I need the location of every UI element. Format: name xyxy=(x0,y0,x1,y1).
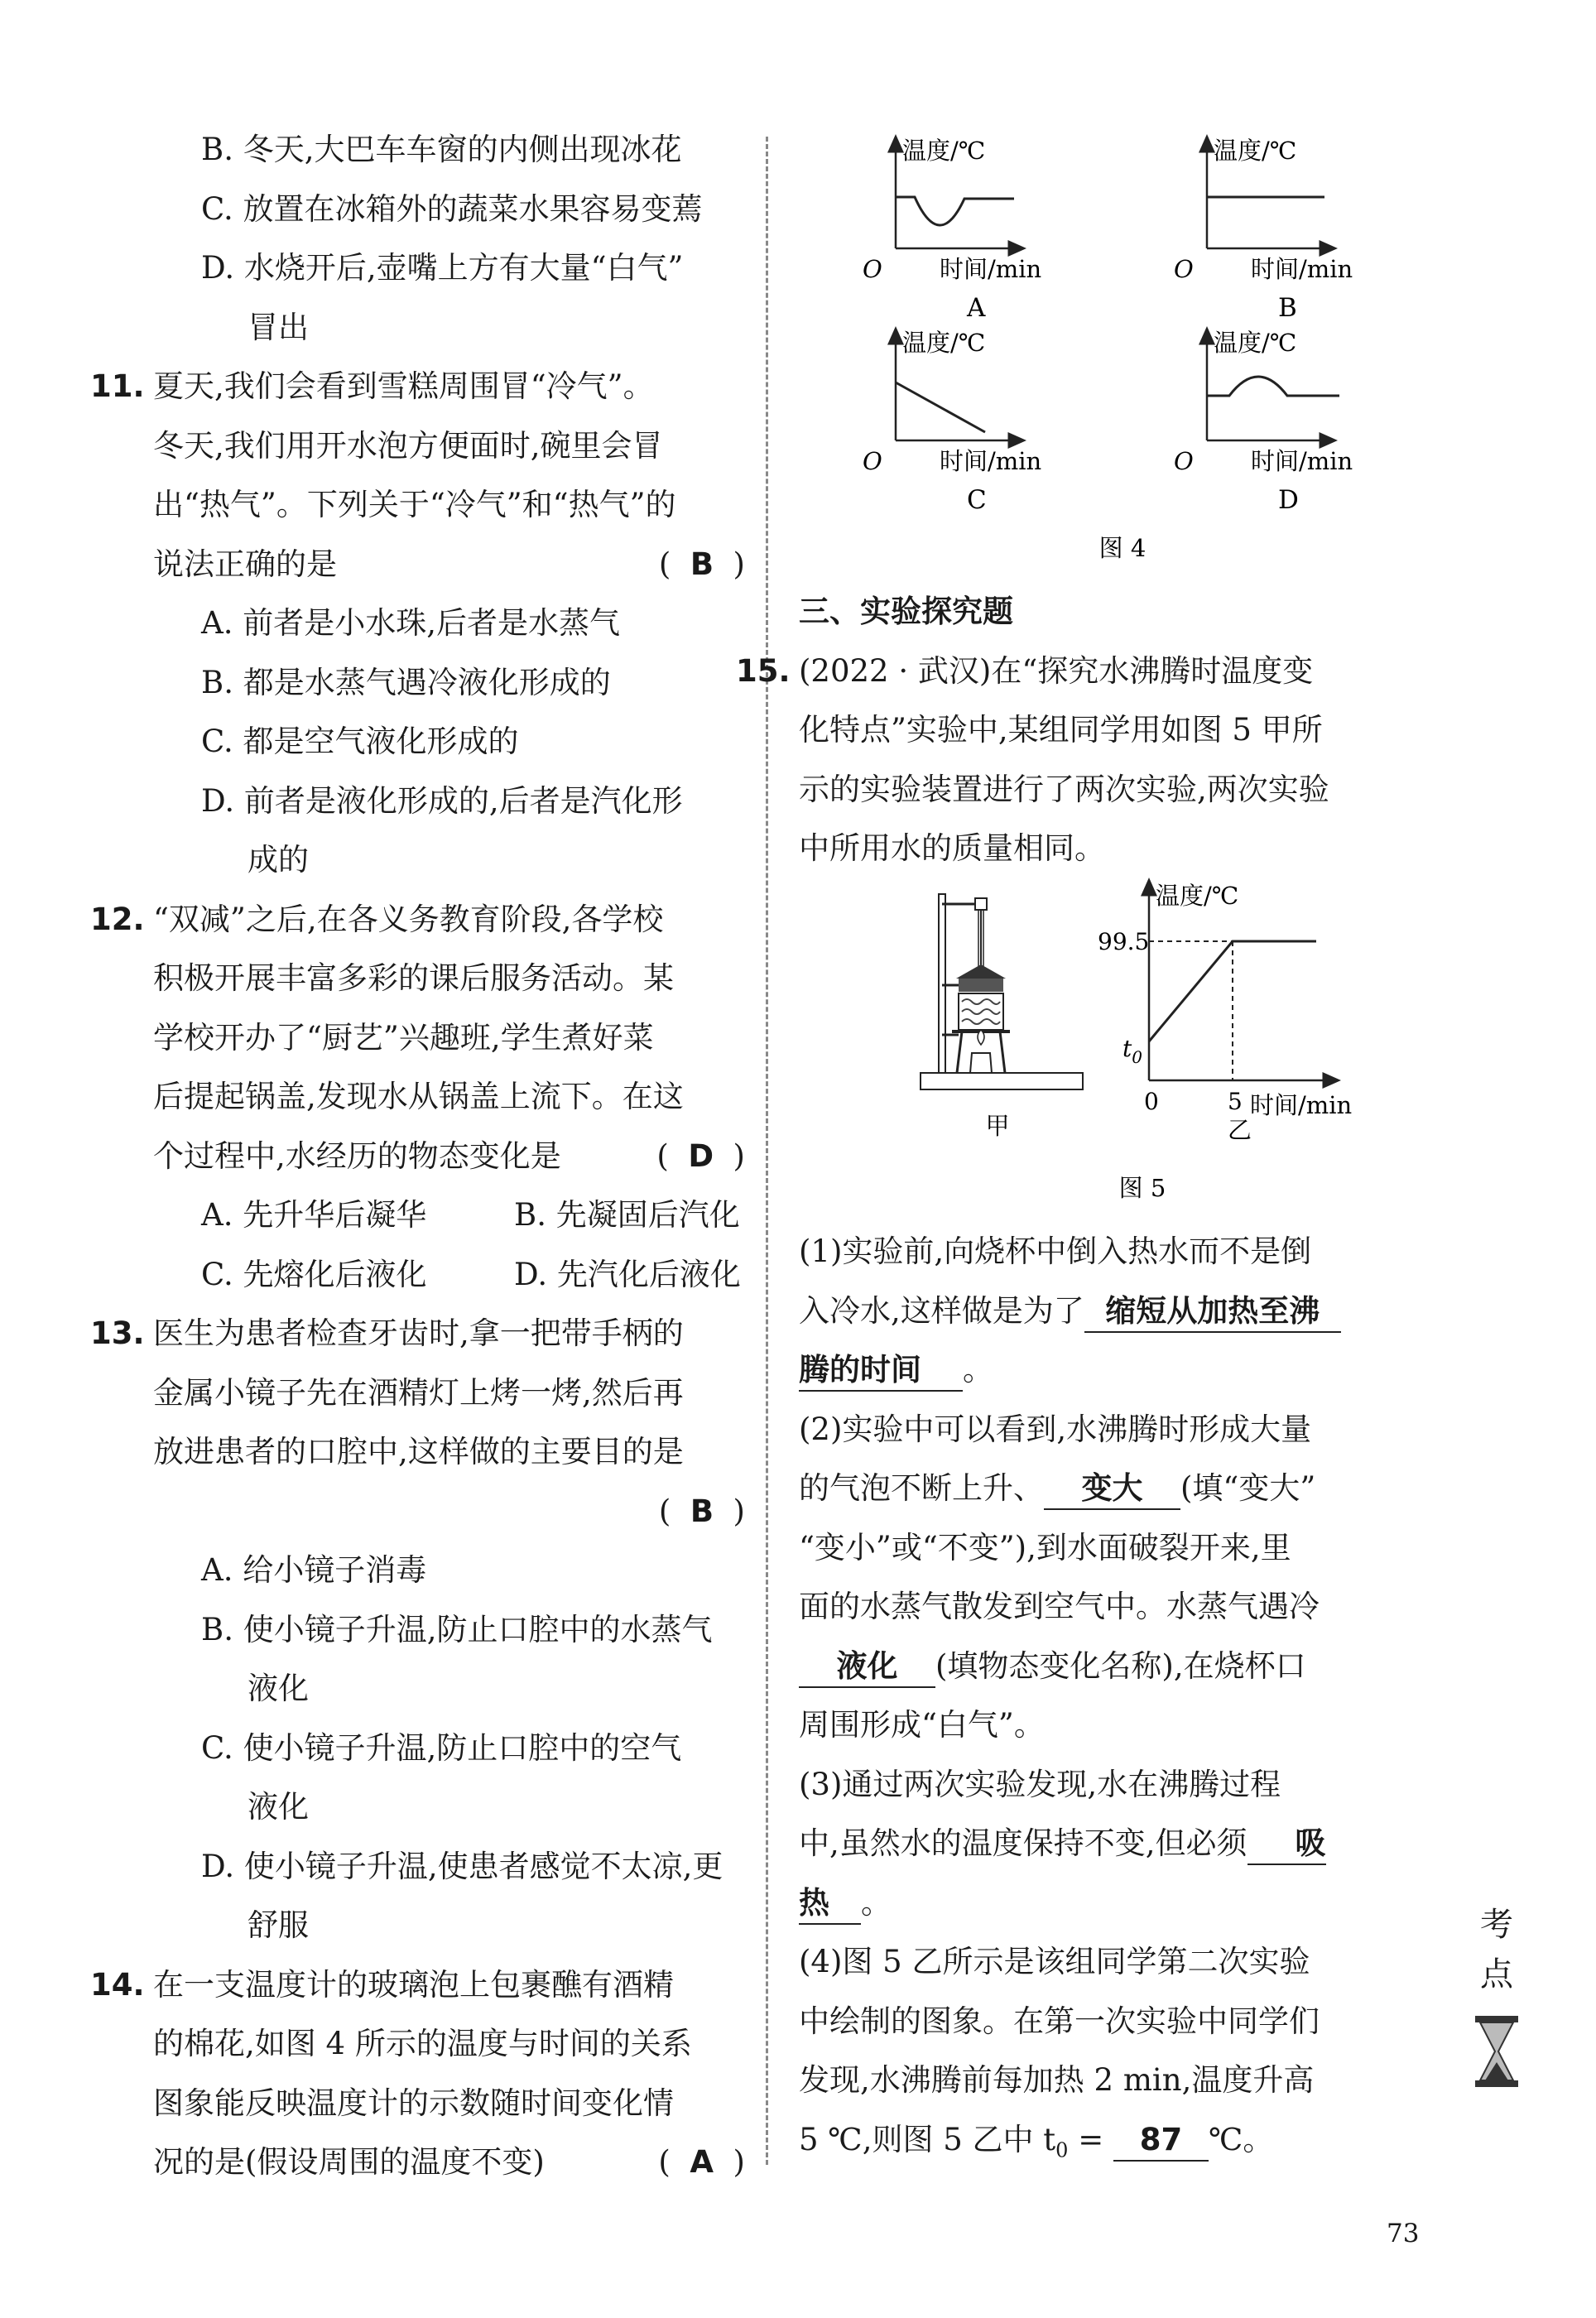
fig4-curve-c xyxy=(896,382,985,432)
q11-stem-line: 冬天,我们用开水泡方便面时,碗里会冒 xyxy=(153,427,663,464)
q13-answer: B xyxy=(690,1493,714,1529)
q13-answer-line xyxy=(153,1482,745,1541)
fig4-ylabel: 温度/℃ xyxy=(1214,329,1297,357)
q11-option-d-cont: 成的 xyxy=(248,842,309,878)
section-3-title: 三、实验探究题 xyxy=(799,594,1013,629)
q15-p2-blank-2: 液化 xyxy=(799,1647,935,1688)
q13-answer-bracket: ( B ) xyxy=(658,1493,745,1529)
q10-option-c: C. 放置在冰箱外的蔬菜水果容易变蔫 xyxy=(201,190,703,227)
q15-p3-line: 热 。 xyxy=(799,1873,1436,1933)
q12-option-a: A. 先升华后凝华 xyxy=(201,1197,427,1233)
q15-p2-line: (2)实验中可以看到,水沸腾时形成大量 xyxy=(799,1411,1312,1447)
q12-answer: D xyxy=(688,1137,714,1174)
fig4-origin: O xyxy=(863,255,882,283)
q12-options-row xyxy=(153,1185,745,1245)
fig4-origin: O xyxy=(1174,255,1194,283)
fig5-x-zero: 0 xyxy=(1144,1088,1159,1115)
q11-stem-line: 说法正确的是 ( B ) xyxy=(153,535,745,594)
q12-stem-line: 学校开办了“厨艺”兴趣班,学生煮好菜 xyxy=(153,1019,654,1056)
fig4-graph-a xyxy=(863,137,1041,323)
fig4-label-c: C xyxy=(967,485,987,515)
q15-p2-line: “变小”或“不变”),到水面破裂开来,里 xyxy=(799,1529,1291,1565)
q15-p1-line: 腾的时间 。 xyxy=(799,1340,1436,1400)
q15-stem-line: 中所用水的质量相同。 xyxy=(799,830,1105,866)
q15-p2-line: 面的水蒸气散发到空气中。水蒸气遇冷 xyxy=(799,1589,1320,1624)
q15-p1-blank-cont: 腾的时间 xyxy=(799,1350,963,1392)
fig5-label-yi: 乙 xyxy=(1228,1116,1252,1144)
q13-option-b: B. 使小镜子升温,防止口腔中的水蒸气 xyxy=(201,1611,713,1647)
q12-stem-line: 个过程中,水经历的物态变化是 ( D ) xyxy=(153,1127,745,1186)
fig4-graph-d xyxy=(1174,329,1353,515)
q11-stem-line: 11. 夏天,我们会看到雪糕周围冒“冷气”。 xyxy=(153,357,745,416)
fig4-xlabel: 时间/min xyxy=(940,255,1042,283)
q12-option-d: D. 先汽化后液化 xyxy=(514,1256,741,1292)
q11-stem-line: 出“热气”。下列关于“冷气”和“热气”的 xyxy=(153,487,676,522)
q12-options-row xyxy=(153,1245,745,1305)
q13-stem-line: 金属小镜子先在酒精灯上烤一烤,然后再 xyxy=(153,1374,684,1411)
q15-p1-line: (1)实验前,向烧杯中倒入热水而不是倒 xyxy=(799,1234,1312,1269)
q13-number: 13. xyxy=(90,1315,145,1351)
q12-option-c: C. 先熔化后液化 xyxy=(201,1256,427,1292)
side-tab-char: 点 xyxy=(1480,1955,1513,1993)
q11-option-a: A. 前者是小水珠,后者是水蒸气 xyxy=(201,605,621,641)
q13-option-c: C. 使小镜子升温,防止口腔中的空气 xyxy=(201,1729,682,1766)
fig5-caption: 图 5 xyxy=(1118,1174,1166,1202)
q13-option-b-cont: 液化 xyxy=(248,1671,309,1706)
fig4-label-d: D xyxy=(1278,485,1299,515)
q15-p1-line: 入冷水,这样做是为了 缩短从加热至沸 xyxy=(799,1282,1436,1341)
q15-p4-line: 5 ℃,则图 5 乙中 $t_0 = 87$ ℃。 xyxy=(799,2121,1274,2162)
q12-stem-line: 积极开展丰富多彩的课后服务活动。某 xyxy=(153,960,674,996)
q13-option-d-cont: 舒服 xyxy=(248,1907,309,1943)
q12-answer-bracket: ( D ) xyxy=(656,1137,745,1174)
q15-p3-line: (3)通过两次实验发现,水在沸腾过程 xyxy=(799,1766,1281,1802)
q14-stem-line: 14. 在一支温度计的玻璃泡上包裹醮有酒精 xyxy=(153,1955,745,2015)
q15-p2-line: 的气泡不断上升、 变大 (填“变大” xyxy=(799,1459,1436,1518)
q14-stem-line: 图象能反映温度计的示数随时间变化情 xyxy=(153,2085,674,2121)
q12-option-b: B. 先凝固后汽化 xyxy=(514,1197,740,1233)
q15-p2-line: 液化 (填物态变化名称),在烧杯口 xyxy=(799,1637,1436,1696)
fig4-origin: O xyxy=(1174,447,1194,475)
q15-number: 15. xyxy=(736,652,791,689)
fig4-curve-d xyxy=(1207,377,1339,396)
q12-number: 12. xyxy=(90,901,145,937)
q15-p3-blank: 吸 xyxy=(1247,1824,1326,1865)
q14-answer: A xyxy=(690,2144,714,2180)
q10-option-d: D. 水烧开后,壶嘴上方有大量“白气” xyxy=(201,250,684,286)
q14-answer-bracket: ( A ) xyxy=(658,2144,745,2180)
q11-option-c: C. 都是空气液化形成的 xyxy=(201,724,519,759)
fig4-graph-c xyxy=(863,329,1041,515)
q15-p4-line: 发现,水沸腾前每加热 2 min,温度升高 xyxy=(799,2062,1315,2098)
fig5-xlabel: 时间/min xyxy=(1250,1091,1353,1119)
q15-p4-line: 中绘制的图象。在第一次实验中同学们 xyxy=(799,2003,1320,2039)
page-number: 73 xyxy=(1387,2219,1420,2248)
q11-option-d: D. 前者是液化形成的,后者是汽化形 xyxy=(201,782,683,819)
figure-5 xyxy=(911,869,1424,1217)
q11-answer: B xyxy=(690,546,714,582)
column-divider xyxy=(766,137,768,2165)
q15-p4-blank: 87 xyxy=(1113,2120,1209,2162)
fig4-xlabel: 时间/min xyxy=(1251,255,1353,283)
q14-number: 14. xyxy=(90,1966,145,2003)
left-column xyxy=(90,120,745,2192)
q13-option-c-cont: 液化 xyxy=(248,1789,309,1825)
q13-stem-line: 放进患者的口腔中,这样做的主要目的是 xyxy=(153,1434,684,1469)
q15-p2-blank: 变大 xyxy=(1044,1469,1180,1510)
side-tab xyxy=(1472,1900,1521,2103)
q12-stem-line: 后提起锅盖,发现水从锅盖上流下。在这 xyxy=(153,1079,684,1114)
fig5-graph xyxy=(1098,882,1352,1144)
right-column-top xyxy=(736,582,1436,878)
q13-option-d: D. 使小镜子升温,使患者感觉不太凉,更 xyxy=(201,1848,723,1884)
hourglass-icon xyxy=(1473,2014,1520,2089)
q10-option-b: B. 冬天,大巴车车窗的内侧出现冰花 xyxy=(201,132,682,167)
q15-p3-blank-cont: 热 xyxy=(799,1883,861,1925)
q10-option-d-cont: 冒出 xyxy=(248,309,309,345)
fig5-ylabel: 温度/℃ xyxy=(1156,882,1239,910)
q15-p4-line: (4)图 5 乙所示是该组同学第二次实验 xyxy=(799,1944,1310,1979)
q14-stem-line: 况的是(假设周围的温度不变) ( A ) xyxy=(153,2133,745,2192)
q15-stem-line: 示的实验装置进行了两次实验,两次实验 xyxy=(799,771,1329,807)
fig5-label-jia: 甲 xyxy=(985,1112,1010,1140)
fig4-ylabel: 温度/℃ xyxy=(902,137,986,165)
q12-stem-line: 12. “双减”之后,在各义务教育阶段,各学校 xyxy=(153,890,745,950)
fig4-xlabel: 时间/min xyxy=(940,447,1042,475)
fig5-y-value: 99.5 xyxy=(1098,928,1150,955)
fig4-ylabel: 温度/℃ xyxy=(1214,137,1297,165)
q11-answer-bracket: ( B ) xyxy=(658,546,745,582)
side-tab-char: 考 xyxy=(1480,1906,1513,1944)
fig4-ylabel: 温度/℃ xyxy=(902,329,986,357)
q11-option-b: B. 都是水蒸气遇冷液化形成的 xyxy=(201,664,611,700)
q15-p2-line: 周围形成“白气”。 xyxy=(799,1707,1045,1743)
fig5-x-five: 5 xyxy=(1228,1088,1243,1115)
fig4-graph-b xyxy=(1174,137,1353,323)
figure-4 xyxy=(861,124,1407,588)
q15-p1-blank: 缩短从加热至沸 xyxy=(1084,1291,1341,1333)
q14-stem-line: 的棉花,如图 4 所示的温度与时间的关系 xyxy=(153,2026,692,2061)
q11-number: 11. xyxy=(90,368,145,404)
fig5-t0-label: $t_0$ xyxy=(1122,1035,1142,1067)
q15-p3-line: 中,虽然水的温度保持不变,但必须 吸 xyxy=(799,1814,1436,1873)
q13-stem-line: 13. 医生为患者检查牙齿时,拿一把带手柄的 xyxy=(153,1304,745,1363)
fig4-label-a: A xyxy=(967,293,986,323)
fig4-origin: O xyxy=(863,447,882,475)
fig4-xlabel: 时间/min xyxy=(1251,447,1353,475)
fig5-apparatus xyxy=(921,894,1083,1140)
q13-option-a: A. 给小镜子消毒 xyxy=(201,1552,427,1588)
fig4-label-b: B xyxy=(1278,293,1297,323)
fig4-curve-a xyxy=(896,197,1014,225)
fig4-caption: 图 4 xyxy=(1098,534,1147,562)
q15-subquestions xyxy=(799,1222,1436,2169)
q15-stem-line: 15. (2022 · 武汉)在“探究水沸腾时温度变 xyxy=(799,642,1436,701)
q15-stem-line: 化特点”实验中,某组同学用如图 5 甲所 xyxy=(799,712,1323,748)
